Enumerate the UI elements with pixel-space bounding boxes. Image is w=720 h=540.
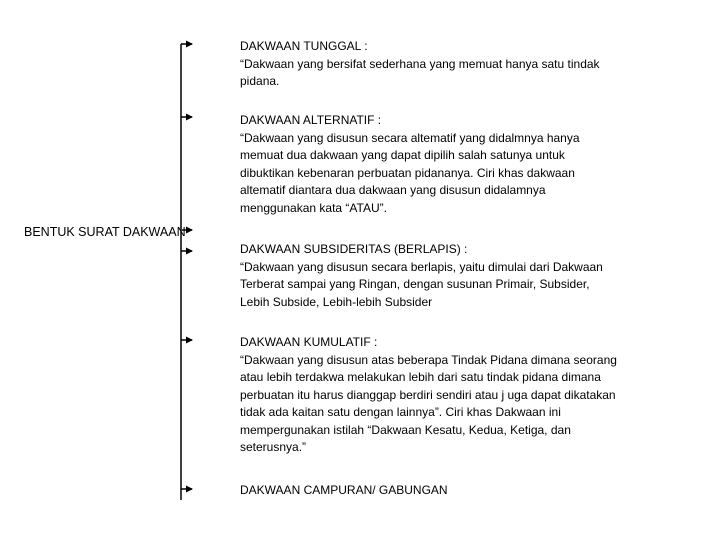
branch-dakwaan-tunggal: [240, 38, 640, 91]
branch-description: “Dakwaan yang bersifat sederhana yang memuat hanya satu tindak pidana.: [240, 56, 600, 88]
branch-title: DAKWAAN ALTERNATIF :: [240, 113, 382, 127]
branch-title: DAKWAAN TUNGGAL :: [240, 39, 368, 53]
branch-dakwaan-kumulatif: [240, 334, 625, 457]
branch-title: DAKWAAN CAMPURAN/ GABUNGAN: [240, 483, 448, 497]
branch-dakwaan-subsideritas: [240, 241, 620, 311]
root-label: BENTUK SURAT DAKWAAN: [24, 225, 186, 239]
branch-dakwaan-campuran: [240, 482, 640, 500]
branch-description: “Dakwaan yang disusun secara berlapis, yaitu dimulai dari Dakwaan Terberat sampai yang Ringan, dengan susunan Primair, Subsider, Lebih Subside, Lebih-lebih Subsider: [240, 259, 603, 309]
branch-dakwaan-alternatif: [240, 112, 610, 217]
branch-title: DAKWAAN KUMULATIF :: [240, 335, 378, 349]
branch-title: DAKWAAN SUBSIDERITAS (BERLAPIS) :: [240, 242, 468, 256]
branch-description: “Dakwaan yang disusun atas beberapa Tindak Pidana dimana seorang atau lebih terdakwa melakukan lebih dari satu tindak pidana dimana perbuatan itu harus dianggap berdiri sendiri atau j uga dapat dikatakan tidak ada kaitan satu dengan lainnya”. Ciri khas Dakwaan ini mempergunakan istilah “Dakwaan Kesatu, Kedua, Ketiga, dan seterusnya.”: [240, 352, 617, 454]
branch-description: “Dakwaan yang disusun secara altematif yang didalmnya hanya memuat dua dakwaan yang dapat dipilih salah satunya untuk dibuktikan kebenaran perbuatan pidananya. Ciri khas dakwaan altematif diantara dua dakwaan yang disusun didalamnya menggunakan kata “ATAU”.: [240, 130, 580, 215]
